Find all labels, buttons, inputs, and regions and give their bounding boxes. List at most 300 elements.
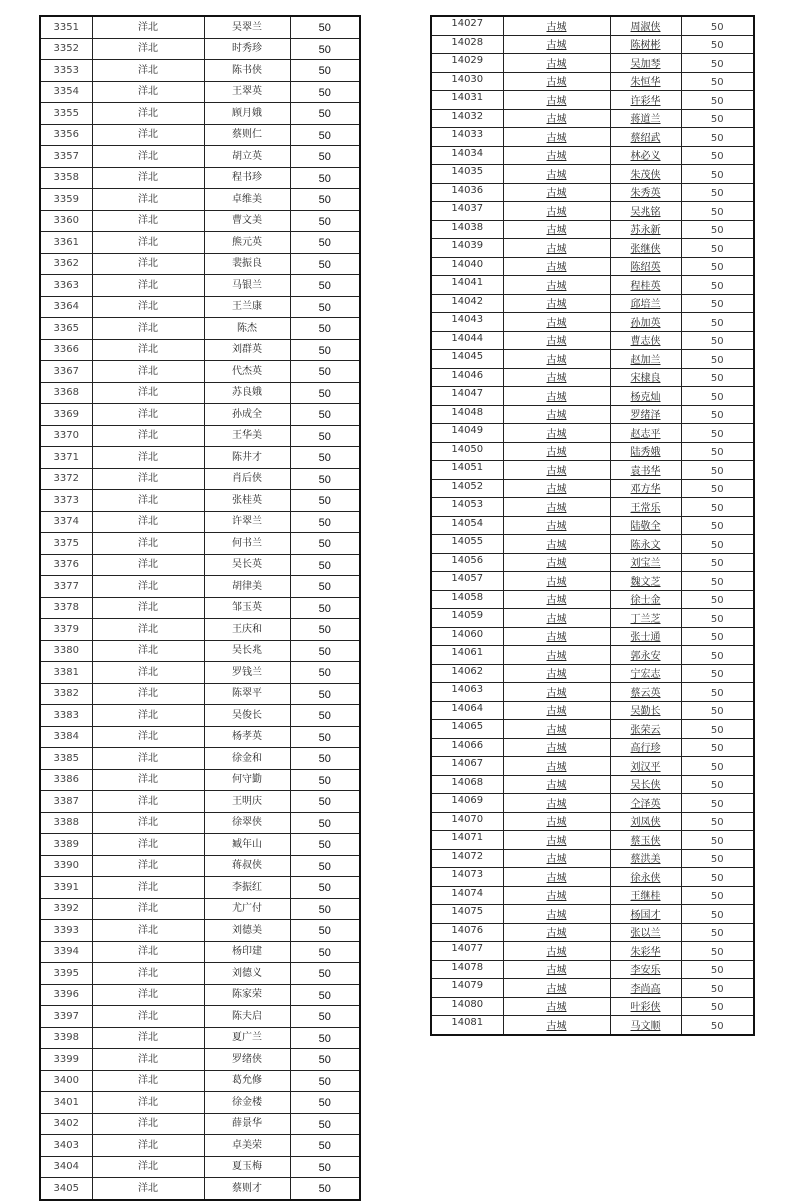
row-district: 古城 <box>546 169 567 181</box>
row-name-cell <box>204 662 290 684</box>
row-score-cell <box>681 294 754 313</box>
table-row <box>431 535 754 554</box>
row-id-cell <box>431 905 503 924</box>
row-district-cell <box>92 576 204 598</box>
row-score: 50 <box>318 409 331 422</box>
row-name-cell <box>610 683 681 702</box>
row-district: 古城 <box>546 687 567 699</box>
row-score: 50 <box>710 132 724 144</box>
row-district: 洋北 <box>138 150 158 162</box>
row-score-cell <box>290 640 360 662</box>
row-score-cell <box>681 72 754 91</box>
row-id-cell <box>40 1006 92 1028</box>
row-score-cell <box>681 109 754 128</box>
row-id-cell <box>431 572 503 591</box>
row-name-cell <box>204 726 290 748</box>
row-score-cell <box>290 275 360 297</box>
row-name-cell <box>204 597 290 619</box>
row-district-cell <box>503 997 610 1016</box>
table-row <box>40 60 360 82</box>
row-district: 洋北 <box>138 21 158 33</box>
row-name: 王华美 <box>232 430 262 442</box>
table-row <box>431 442 754 461</box>
row-id: 14071 <box>451 832 484 843</box>
row-id: 14040 <box>451 258 484 270</box>
row-score: 50 <box>318 1032 331 1045</box>
row-id: 14076 <box>451 924 484 936</box>
row-district: 古城 <box>546 206 567 218</box>
table-row <box>431 387 754 406</box>
row-score-cell <box>681 54 754 73</box>
table-row <box>431 220 754 239</box>
row-district: 洋北 <box>138 967 158 979</box>
row-id-cell <box>431 294 503 313</box>
row-score: 50 <box>710 95 724 107</box>
row-name: 徐金和 <box>232 752 262 764</box>
row-score: 50 <box>710 1020 724 1032</box>
row-district: 古城 <box>546 114 567 125</box>
row-district: 洋北 <box>138 129 158 141</box>
row-name-cell <box>204 296 290 318</box>
row-id-cell <box>40 855 92 877</box>
row-name-cell <box>610 442 681 461</box>
table-row <box>431 516 754 535</box>
table-row <box>431 146 754 165</box>
row-name-cell <box>204 619 290 641</box>
row-score-cell <box>290 705 360 727</box>
row-name: 刘凤侠 <box>630 817 661 828</box>
row-district-cell <box>92 898 204 920</box>
row-district-cell <box>503 350 610 369</box>
row-district-cell <box>503 627 610 646</box>
row-district-cell <box>92 232 204 254</box>
row-id: 3383 <box>53 709 79 721</box>
row-score: 50 <box>318 387 331 400</box>
table-row <box>431 424 754 443</box>
row-name-cell <box>610 498 681 517</box>
row-name-cell <box>204 855 290 877</box>
row-name-cell <box>610 590 681 609</box>
row-name-cell <box>204 683 290 705</box>
row-district: 洋北 <box>138 537 158 549</box>
row-id: 3403 <box>53 1139 79 1151</box>
row-district-cell <box>503 424 610 443</box>
row-score-cell <box>290 124 360 146</box>
table-row <box>431 979 754 998</box>
row-name: 许翠兰 <box>232 516 262 528</box>
row-id: 14036 <box>451 184 484 196</box>
row-score-cell <box>681 757 754 776</box>
row-score: 50 <box>318 667 331 680</box>
row-district: 洋北 <box>138 1139 158 1151</box>
row-name: 尤广付 <box>232 903 262 915</box>
row-district-cell <box>92 1092 204 1114</box>
row-id-cell <box>431 664 503 683</box>
row-name-cell <box>204 232 290 254</box>
row-district-cell <box>92 425 204 447</box>
row-district-cell <box>92 769 204 791</box>
row-district: 古城 <box>546 465 567 477</box>
table-row <box>40 361 360 383</box>
row-district: 古城 <box>546 706 567 717</box>
row-name-cell <box>204 146 290 168</box>
row-id: 3389 <box>53 838 79 850</box>
row-district-cell <box>503 535 610 554</box>
row-id: 3356 <box>53 129 79 141</box>
row-id-cell <box>40 554 92 576</box>
row-score: 50 <box>318 581 331 594</box>
row-score-cell <box>681 627 754 646</box>
row-district: 洋北 <box>138 795 158 807</box>
row-district-cell <box>503 202 610 221</box>
row-id-cell <box>40 726 92 748</box>
row-id-cell <box>431 979 503 998</box>
row-name-cell <box>610 146 681 165</box>
table-row <box>431 701 754 720</box>
right-table-body <box>431 16 754 1035</box>
row-score-cell <box>681 849 754 868</box>
row-score-cell <box>290 791 360 813</box>
row-id: 14077 <box>451 943 484 954</box>
row-district-cell <box>503 498 610 517</box>
row-name: 蒋道兰 <box>630 114 661 125</box>
row-id: 3363 <box>53 279 79 291</box>
row-id-cell <box>40 533 92 555</box>
row-district: 洋北 <box>138 666 158 678</box>
row-name: 杨国才 <box>630 909 661 921</box>
row-district: 洋北 <box>138 817 158 829</box>
row-id-cell <box>431 54 503 73</box>
row-score-cell <box>681 220 754 239</box>
row-score: 50 <box>710 40 724 51</box>
row-district: 洋北 <box>138 1010 158 1022</box>
table-row <box>40 1049 360 1071</box>
row-district: 洋北 <box>138 752 158 764</box>
row-score-cell <box>290 877 360 899</box>
row-id: 14061 <box>451 647 484 658</box>
row-id-cell <box>431 424 503 443</box>
row-name: 卓美荣 <box>232 1139 262 1151</box>
row-district: 洋北 <box>138 301 158 313</box>
row-name: 苏良娥 <box>232 387 262 399</box>
row-name: 叶彩侠 <box>630 1002 661 1013</box>
row-id: 14030 <box>451 73 484 85</box>
row-name-cell <box>610 109 681 128</box>
row-name: 陆敬全 <box>630 521 661 532</box>
row-score-cell <box>290 361 360 383</box>
table-row <box>40 103 360 125</box>
row-district-cell <box>92 296 204 318</box>
row-id-cell <box>431 461 503 480</box>
row-name: 吴加琴 <box>630 58 661 70</box>
row-id-cell <box>431 91 503 110</box>
row-name-cell <box>610 424 681 443</box>
row-score-cell <box>290 533 360 555</box>
row-id: 3351 <box>53 21 79 33</box>
row-district: 洋北 <box>138 172 158 184</box>
row-score: 50 <box>710 169 724 181</box>
row-score: 50 <box>710 928 724 939</box>
row-score: 50 <box>318 495 331 508</box>
row-name-cell <box>204 1178 290 1200</box>
row-district-cell <box>503 387 610 406</box>
row-score-cell <box>681 165 754 184</box>
row-district-cell <box>92 318 204 340</box>
row-name: 刘汉平 <box>630 761 661 773</box>
row-name-cell <box>204 554 290 576</box>
row-name: 刘德义 <box>232 967 262 979</box>
row-score-cell <box>681 461 754 480</box>
table-row <box>431 960 754 979</box>
row-district: 洋北 <box>138 580 158 592</box>
row-district-cell <box>503 664 610 683</box>
row-name-cell <box>204 275 290 297</box>
row-name: 陈翠平 <box>232 688 262 700</box>
row-name-cell <box>610 738 681 757</box>
row-id-cell <box>40 253 92 275</box>
row-id: 14066 <box>451 739 484 751</box>
row-district-cell <box>92 683 204 705</box>
row-score: 50 <box>710 262 724 273</box>
row-district-cell <box>92 253 204 275</box>
row-id-cell <box>431 775 503 794</box>
row-id: 3370 <box>53 430 79 442</box>
row-id: 3392 <box>53 903 79 915</box>
row-id-cell <box>40 1027 92 1049</box>
row-name: 李尚高 <box>630 983 661 995</box>
row-id-cell <box>431 165 503 184</box>
table-row <box>40 339 360 361</box>
row-score: 50 <box>318 452 331 465</box>
row-score-cell <box>681 701 754 720</box>
row-name: 罗绪泽 <box>630 410 661 421</box>
table-row <box>40 769 360 791</box>
row-district: 古城 <box>546 132 567 144</box>
row-id: 14067 <box>451 758 484 769</box>
table-row <box>431 868 754 887</box>
row-id: 3362 <box>53 258 79 270</box>
row-score: 50 <box>318 946 331 959</box>
row-score: 50 <box>318 22 331 35</box>
row-name-cell <box>610 257 681 276</box>
left-table-body <box>40 16 360 1200</box>
row-score-cell <box>681 683 754 702</box>
row-district: 古城 <box>546 410 567 421</box>
row-name: 赵志平 <box>630 428 661 440</box>
row-score: 50 <box>710 502 724 514</box>
row-district: 古城 <box>546 576 567 588</box>
table-row <box>40 533 360 555</box>
row-district-cell <box>503 331 610 350</box>
row-score: 50 <box>318 1140 331 1153</box>
row-name: 徐金楼 <box>232 1096 262 1108</box>
row-score-cell <box>290 576 360 598</box>
row-name-cell <box>204 361 290 383</box>
row-district-cell <box>92 554 204 576</box>
row-name-cell <box>204 1049 290 1071</box>
row-score: 50 <box>710 114 724 125</box>
row-id: 3379 <box>53 623 79 635</box>
row-district-cell <box>503 405 610 424</box>
row-name-cell <box>204 1027 290 1049</box>
row-id-cell <box>40 877 92 899</box>
row-district-cell <box>92 103 204 125</box>
table-row <box>431 479 754 498</box>
row-score: 50 <box>710 206 724 218</box>
row-district-cell <box>503 109 610 128</box>
table-row <box>40 726 360 748</box>
row-district: 古城 <box>546 780 567 791</box>
table-row <box>431 646 754 665</box>
row-name-cell <box>610 91 681 110</box>
row-name: 张荣云 <box>630 724 661 736</box>
row-name: 曹志侠 <box>630 336 661 347</box>
row-score-cell <box>681 831 754 850</box>
row-district-cell <box>503 54 610 73</box>
row-id-cell <box>431 720 503 739</box>
row-id: 14034 <box>451 147 484 159</box>
row-id: 3386 <box>53 774 79 786</box>
table-row <box>40 683 360 705</box>
row-score-cell <box>290 1113 360 1135</box>
table-row <box>431 794 754 813</box>
table-row <box>40 877 360 899</box>
row-score-cell <box>681 257 754 276</box>
row-name: 臧年山 <box>232 838 262 850</box>
row-score: 50 <box>710 243 724 255</box>
row-id-cell <box>40 404 92 426</box>
row-district: 洋北 <box>138 86 158 98</box>
row-name-cell <box>610 886 681 905</box>
row-id: 3404 <box>53 1161 79 1173</box>
row-id: 14081 <box>451 1017 484 1028</box>
row-name-cell <box>204 468 290 490</box>
row-id: 14044 <box>451 332 484 344</box>
row-id-cell <box>431 757 503 776</box>
row-name-cell <box>610 387 681 406</box>
row-score-cell <box>681 646 754 665</box>
row-score: 50 <box>318 731 331 744</box>
row-name-cell <box>610 535 681 554</box>
row-id-cell <box>40 812 92 834</box>
row-name: 陆秀娥 <box>630 447 661 458</box>
row-district-cell <box>92 1113 204 1135</box>
row-name-cell <box>204 1006 290 1028</box>
row-district: 古城 <box>546 817 567 828</box>
row-district-cell <box>92 984 204 1006</box>
table-row <box>40 232 360 254</box>
row-district: 洋北 <box>138 236 158 248</box>
row-name-cell <box>610 165 681 184</box>
row-id: 14055 <box>451 536 484 547</box>
row-district: 洋北 <box>138 1053 158 1065</box>
table-row <box>431 609 754 628</box>
row-district-cell <box>503 812 610 831</box>
row-id-cell <box>431 202 503 221</box>
row-name-cell <box>610 16 681 35</box>
row-score: 50 <box>710 280 724 292</box>
row-id: 3393 <box>53 924 79 936</box>
row-score-cell <box>681 1016 754 1035</box>
row-district: 古城 <box>546 299 567 310</box>
table-row <box>40 1156 360 1178</box>
row-name: 吴长兆 <box>232 645 262 657</box>
row-score: 50 <box>710 724 724 736</box>
row-district: 洋北 <box>138 494 158 506</box>
table-row <box>40 447 360 469</box>
row-score: 50 <box>710 1002 724 1013</box>
row-name: 蔡云英 <box>630 687 661 699</box>
row-id: 3385 <box>53 752 79 764</box>
row-name: 王常乐 <box>630 502 661 514</box>
row-score-cell <box>681 405 754 424</box>
row-district: 古城 <box>546 854 567 865</box>
table-row <box>40 597 360 619</box>
row-score: 50 <box>318 860 331 873</box>
row-name-cell <box>204 447 290 469</box>
row-district: 古城 <box>546 354 567 366</box>
row-name: 陈永文 <box>630 539 661 551</box>
table-row <box>40 1113 360 1135</box>
row-score-cell <box>681 276 754 295</box>
row-name-cell <box>204 705 290 727</box>
row-score-cell <box>681 997 754 1016</box>
row-name-cell <box>610 646 681 665</box>
table-row <box>431 16 754 35</box>
row-name-cell <box>204 1156 290 1178</box>
row-score-cell <box>681 942 754 961</box>
row-name: 李振红 <box>232 881 262 893</box>
row-score: 50 <box>318 108 331 121</box>
row-id-cell <box>40 769 92 791</box>
row-score-cell <box>290 103 360 125</box>
row-district-cell <box>92 705 204 727</box>
row-id: 14049 <box>451 425 484 436</box>
row-name-cell <box>610 128 681 147</box>
row-id-cell <box>40 339 92 361</box>
row-score-cell <box>290 1178 360 1200</box>
row-score-cell <box>681 16 754 35</box>
row-score: 50 <box>318 280 331 293</box>
row-name-cell <box>610 942 681 961</box>
row-id: 14064 <box>451 702 484 714</box>
row-id-cell <box>40 1092 92 1114</box>
row-name-cell <box>204 1113 290 1135</box>
row-district: 古城 <box>546 650 567 662</box>
row-id-cell <box>431 701 503 720</box>
row-name: 程桂英 <box>630 280 661 292</box>
table-row <box>40 576 360 598</box>
row-id-cell <box>40 1156 92 1178</box>
row-id-cell <box>431 683 503 702</box>
row-name-cell <box>610 960 681 979</box>
table-row <box>40 511 360 533</box>
row-id-cell <box>40 103 92 125</box>
row-district: 古城 <box>546 891 567 902</box>
row-score: 50 <box>318 1011 331 1024</box>
row-id-cell <box>431 553 503 572</box>
row-name-cell <box>204 533 290 555</box>
row-id: 3369 <box>53 408 79 420</box>
row-score: 50 <box>318 1183 331 1196</box>
row-id-cell <box>40 318 92 340</box>
row-id: 14079 <box>451 980 484 991</box>
row-id-cell <box>40 640 92 662</box>
row-district-cell <box>503 368 610 387</box>
row-id-cell <box>40 1049 92 1071</box>
row-name: 吴勤长 <box>630 706 661 717</box>
row-name: 王继桂 <box>630 891 661 902</box>
